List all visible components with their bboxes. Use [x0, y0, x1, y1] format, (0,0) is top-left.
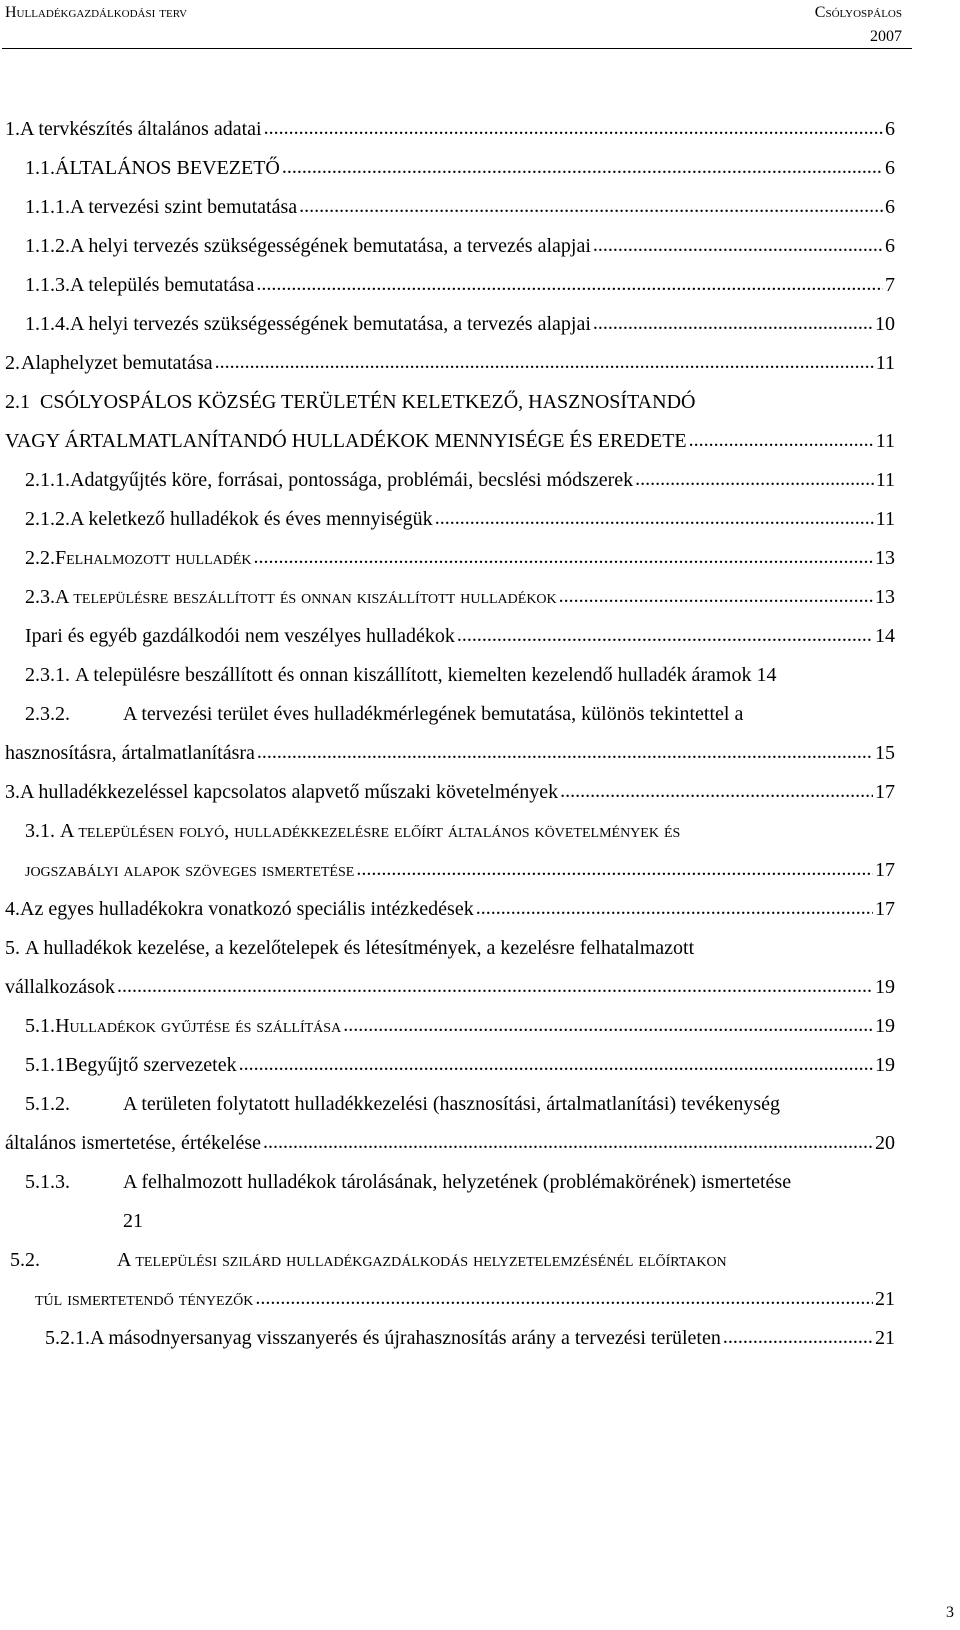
header-place: Csólyospálos: [814, 4, 902, 21]
toc-entry-5-1-2-line2[interactable]: általános ismertetése, értékelése ..... 20: [5, 1133, 895, 1153]
toc-entry-5-2-line1[interactable]: 5.2. A települési szilárd hulladékgazdálkodás helyzetelemzésénél előírtakon: [10, 1249, 727, 1271]
toc-entry-5-1[interactable]: 5.1. Hulladékok gyűjtése és szállítása ..... 19: [25, 1016, 895, 1036]
toc-entry-2-3-2-line1[interactable]: 2.3.2. A tervezési terület éves hulladékmérlegének bemutatása, különös tekintettel a: [25, 703, 744, 725]
header-rule: [2, 48, 912, 49]
toc-entry-4[interactable]: 4. Az egyes hulladékokra vonatkozó speciális intézkedések ..... 17: [5, 899, 895, 919]
toc-entry-3-1-line2[interactable]: jogszabályi alapok szöveges ismertetése ..... 17: [25, 860, 895, 880]
toc-entry-2-3[interactable]: 2.3. A településre beszállított és onnan kiszállított hulladékok ..... 13: [25, 587, 895, 607]
header-title: Hulladékgazdálkodási terv: [5, 4, 188, 21]
toc-entry-2[interactable]: 2. Alaphelyzet bemutatása ..... 11: [5, 353, 895, 373]
toc-entry-5-line2[interactable]: vállalkozások ..... 19: [5, 977, 895, 997]
toc-entry-2-2[interactable]: 2.2. Felhalmozott hulladék ..... 13: [25, 548, 895, 568]
toc-entry-1-1-2[interactable]: 1.1.2. A helyi tervezés szükségességének bemutatása, a tervezés alapjai ..... 6: [25, 236, 895, 256]
toc-entry-1-1-1[interactable]: 1.1.1. A tervezési szint bemutatása ..... 6: [25, 197, 895, 217]
toc-entry-2-1-line2[interactable]: VAGY ÁRTALMATLANÍTANDÓ HULLADÉKOK MENNYISÉGE ÉS EREDETE ..... 11: [5, 431, 895, 451]
toc-entry-5-1-3-page[interactable]: 21: [123, 1210, 143, 1232]
toc-entry-2-3-2-line2[interactable]: hasznosításra, ártalmatlanításra ..... 15: [5, 743, 895, 763]
toc-entry-5-line1[interactable]: 5. A hulladékok kezelése, a kezelőtelepek és létesítmények, a kezelésre felhatalmazott: [5, 937, 695, 959]
page-number: 3: [946, 1604, 954, 1621]
toc-entry-2-1-2[interactable]: 2.1.2. A keletkező hulladékok és éves mennyiségük ..... 11: [25, 509, 895, 529]
toc-entry-1-1[interactable]: 1.1. ÁLTALÁNOS BEVEZETŐ ..... 6: [25, 158, 895, 178]
toc-entry-2-1-1[interactable]: 2.1.1. Adatgyűjtés köre, forrásai, pontossága, problémái, becslési módszerek ..... 11: [25, 470, 895, 490]
toc-entry-2-1-line1[interactable]: 2.1 CSÓLYOSPÁLOS KÖZSÉG TERÜLETÉN KELETKEZŐ, HASZNOSÍTANDÓ: [5, 391, 696, 413]
toc-entry-3[interactable]: 3. A hulladékkezeléssel kapcsolatos alapvető műszaki követelmények ..... 17: [5, 782, 895, 802]
toc-entry-5-1-3-line1[interactable]: 5.1.3. A felhalmozott hulladékok tárolásának, helyzetének (problémakörének) ismertetése: [25, 1171, 792, 1193]
header-year: 2007: [870, 28, 902, 45]
toc-entry-5-1-1[interactable]: 5.1.1 Begyűjtő szervezetek ..... 19: [25, 1055, 895, 1075]
toc-entry-3-1-line1[interactable]: 3.1. A településen folyó, hulladékkezelésre előírt általános követelmények és: [25, 820, 681, 842]
toc-entry-1[interactable]: 1. A tervkészítés általános adatai ..... 6: [5, 119, 895, 139]
toc-entry-1-1-3[interactable]: 1.1.3. A település bemutatása ..... 7: [25, 275, 895, 295]
toc-entry-5-2-1[interactable]: 5.2.1. A másodnyersanyag visszanyerés és újrahasznosítás arány a tervezési területen ..... 21: [45, 1328, 895, 1348]
toc-entry-2-3-1[interactable]: 2.3.1. A településre beszállított és onnan kiszállított, kiemelten kezelendő hulladék áramok 14: [25, 664, 777, 686]
toc-entry-ipari[interactable]: Ipari és egyéb gazdálkodói nem veszélyes hulladékok ..... 14: [25, 626, 895, 646]
toc-entry-1-1-4[interactable]: 1.1.4. A helyi tervezés szükségességének bemutatása, a tervezés alapjai ..... 10: [25, 314, 895, 334]
toc-entry-5-2-line2[interactable]: túl ismertetendő tényezők ..... 21: [35, 1289, 895, 1309]
toc-entry-5-1-2-line1[interactable]: 5.1.2. A területen folytatott hulladékkezelési (hasznosítási, ártalmatlanítási) tevékenység: [25, 1093, 780, 1115]
